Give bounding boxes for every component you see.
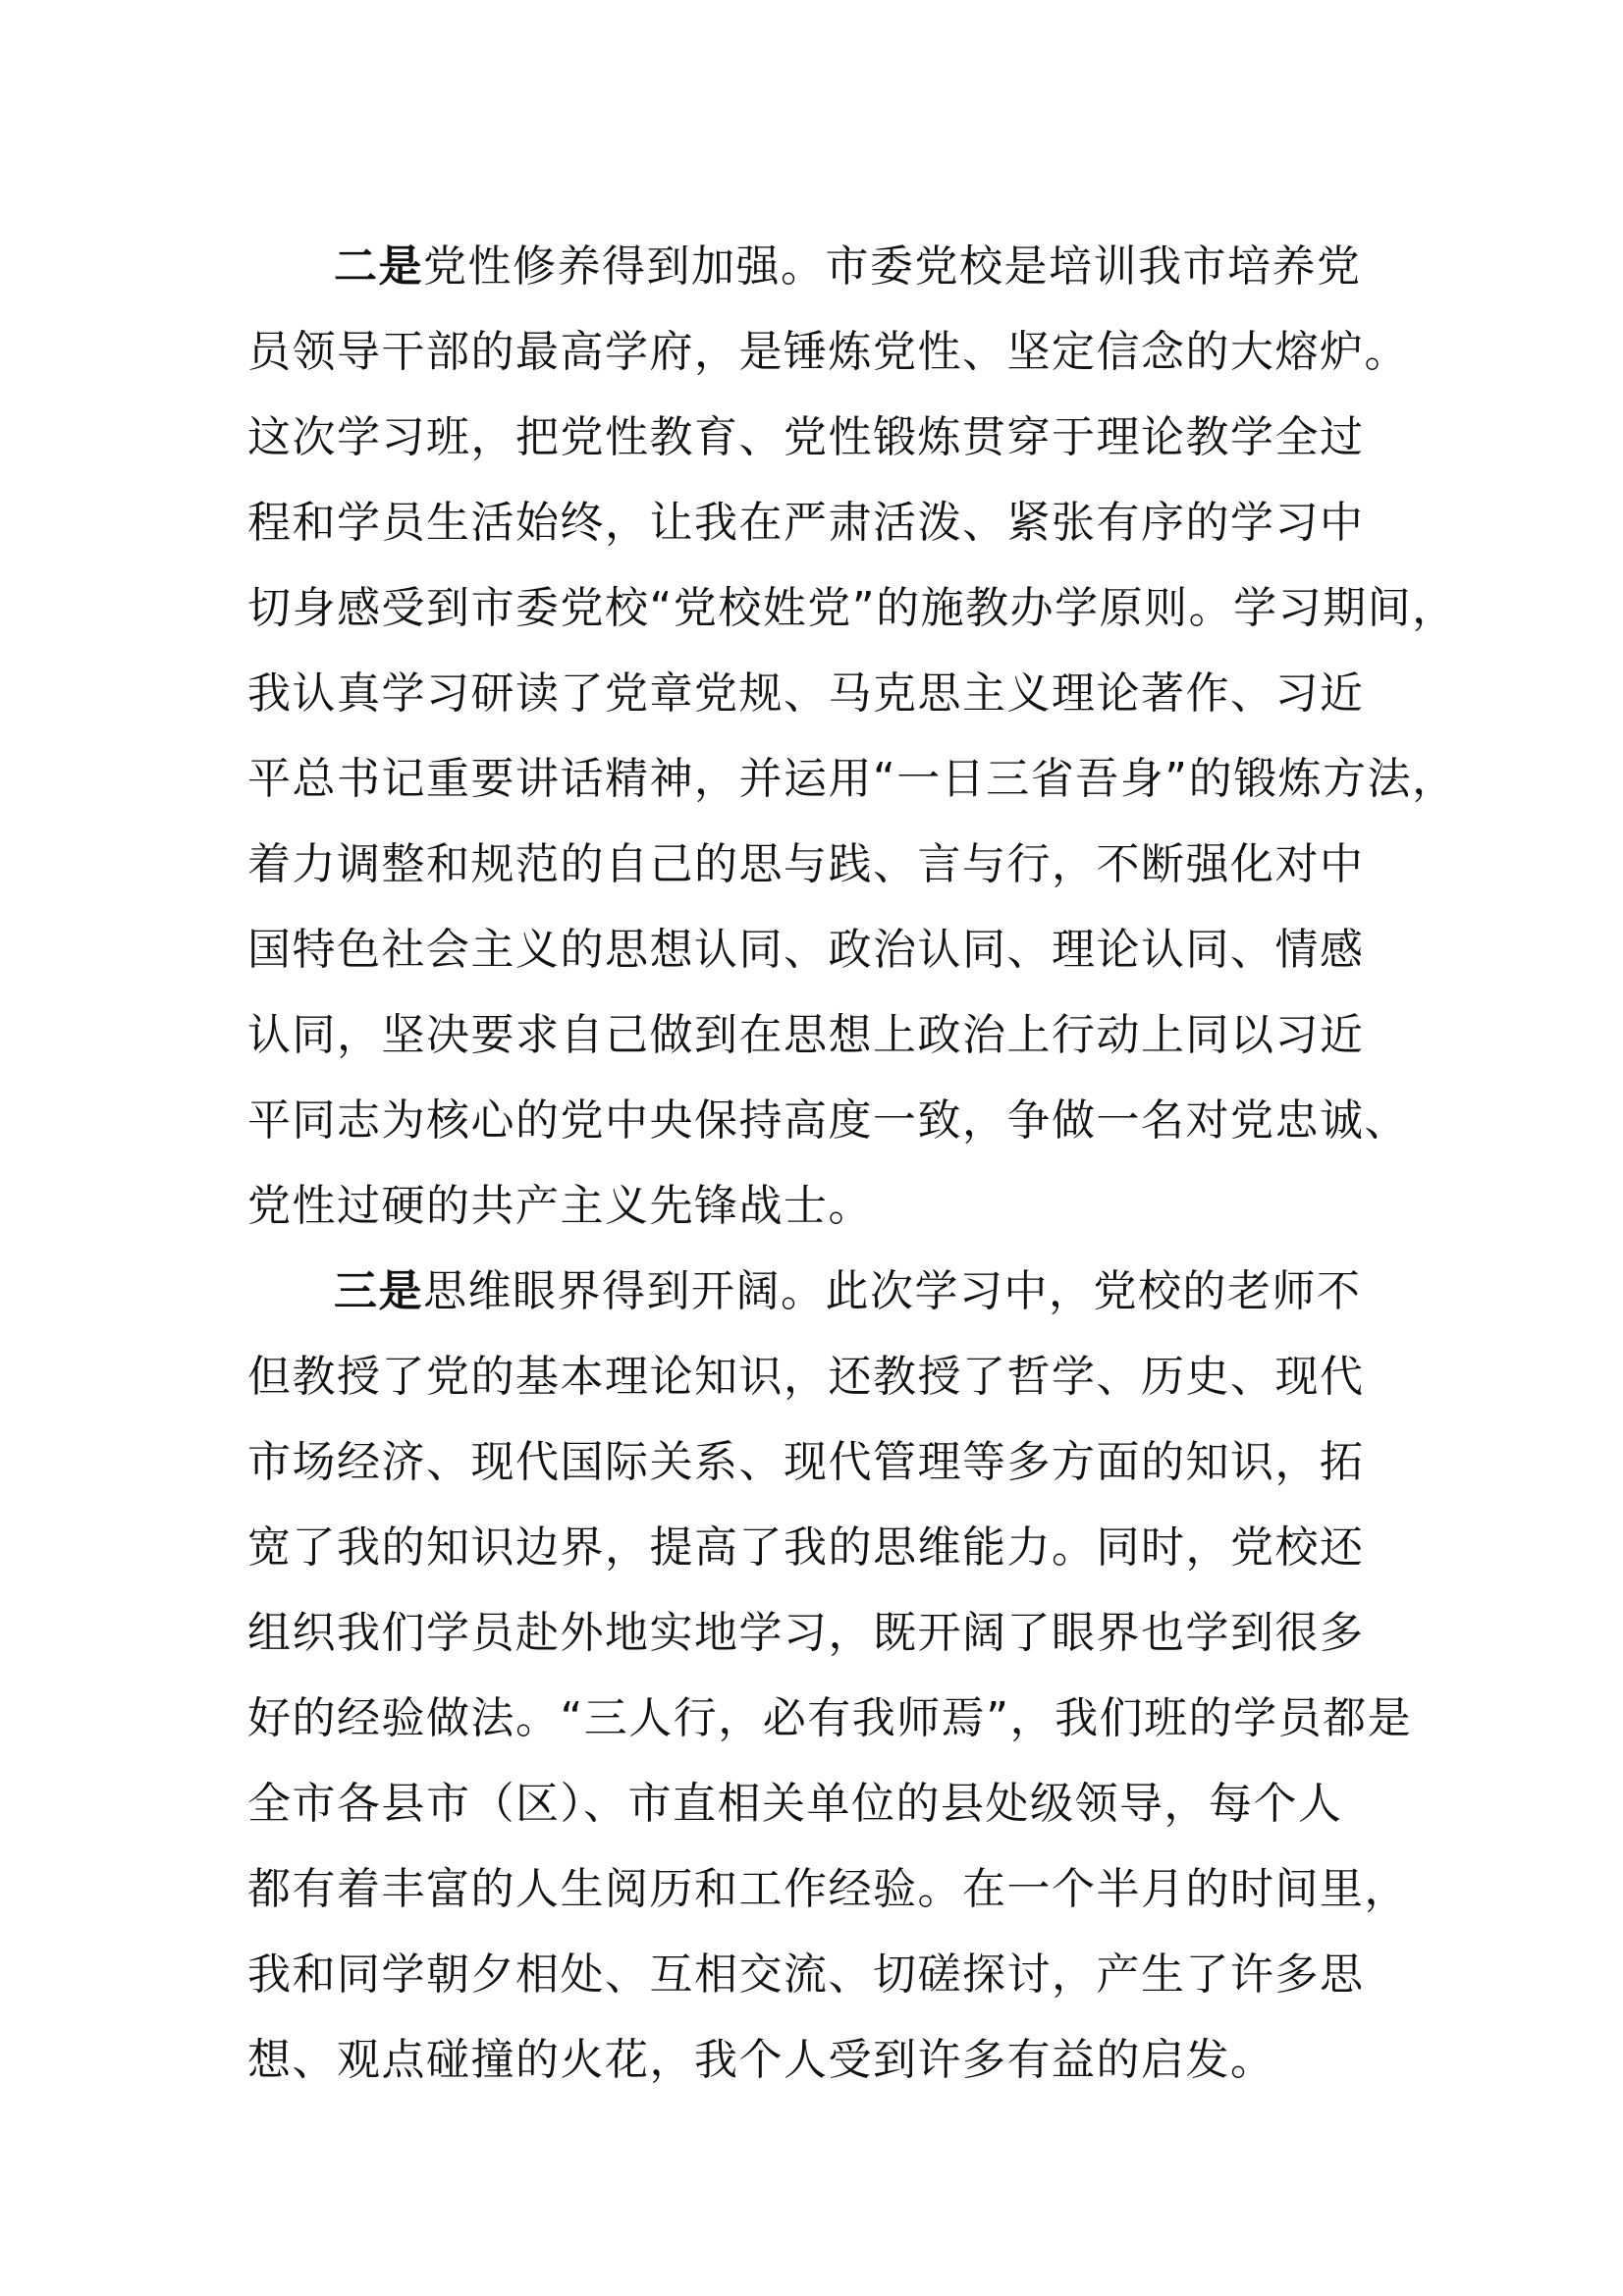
paragraph-2-line-9: 我和同学朝夕相处、互相交流、切磋探讨，产生了许多思 [247, 1949, 1365, 2000]
paragraph-1-line-10: 认同，坚决要求自己做到在思想上政治上行动上同以习近 [247, 1010, 1365, 1060]
paragraph-2-line-8: 都有着丰富的人生阅历和工作经验。在一个半月的时间里， [247, 1864, 1409, 1914]
paragraph-1-line-4: 程和学员生活始终，让我在严肃活泼、紧张有序的学习中 [247, 498, 1365, 548]
paragraph-2-line-3: 市场经济、现代国际关系、现代管理等多方面的知识，拓 [247, 1437, 1365, 1487]
paragraph-1-line-5: 切身感受到市委党校“党校姓党”的施教办学原则。学习期间， [247, 583, 1457, 633]
paragraph-1-line-2: 员领导干部的最高学府，是锤炼党性、坚定信念的大熔炉。 [247, 327, 1409, 377]
paragraph-1-lead: 二是 [334, 241, 423, 292]
paragraph-2-line-1: 三是思维眼界得到开阔。此次学习中，党校的老师不 [334, 1266, 1362, 1316]
paragraph-1-line-6: 我认真学习研读了党章党规、马克思主义理论著作、习近 [247, 668, 1365, 719]
paragraph-1-line-12: 党性过硬的共产主义先锋战士。 [247, 1181, 873, 1231]
paragraph-2-line-5: 组织我们学员赴外地实地学习，既开阔了眼界也学到很多 [247, 1608, 1365, 1658]
paragraph-2-line-6: 好的经验做法。“三人行，必有我师焉”，我们班的学员都是 [247, 1693, 1413, 1743]
paragraph-2-line-2: 但教授了党的基本理论知识，还教授了哲学、历史、现代 [247, 1352, 1365, 1402]
paragraph-1-line-8: 着力调整和规范的自己的思与践、言与行，不断强化对中 [247, 839, 1365, 889]
paragraph-1-line-9: 国特色社会主义的思想认同、政治认同、理论认同、情感 [247, 925, 1365, 975]
paragraph-1-line-7: 平总书记重要讲话精神，并运用“一日三省吾身”的锻炼方法， [247, 754, 1457, 804]
paragraph-1-line-1: 二是党性修养得到加强。市委党校是培训我市培养党 [334, 241, 1362, 292]
paragraph-1-line-3: 这次学习班，把党性教育、党性锻炼贯穿于理论教学全过 [247, 412, 1365, 462]
paragraph-2-lead: 三是 [334, 1266, 423, 1316]
paragraph-2-line-7: 全市各县市（区）、市直相关单位的县处级领导，每个人 [247, 1779, 1343, 1829]
paragraph-2-line-4: 宽了我的知识边界，提高了我的思维能力。同时，党校还 [247, 1522, 1365, 1573]
paragraph-1-line-11: 平同志为核心的党中央保持高度一致，争做一名对党忠诚、 [247, 1095, 1409, 1146]
paragraph-2-line-10: 想、观点碰撞的火花，我个人受到许多有益的启发。 [247, 2035, 1275, 2085]
